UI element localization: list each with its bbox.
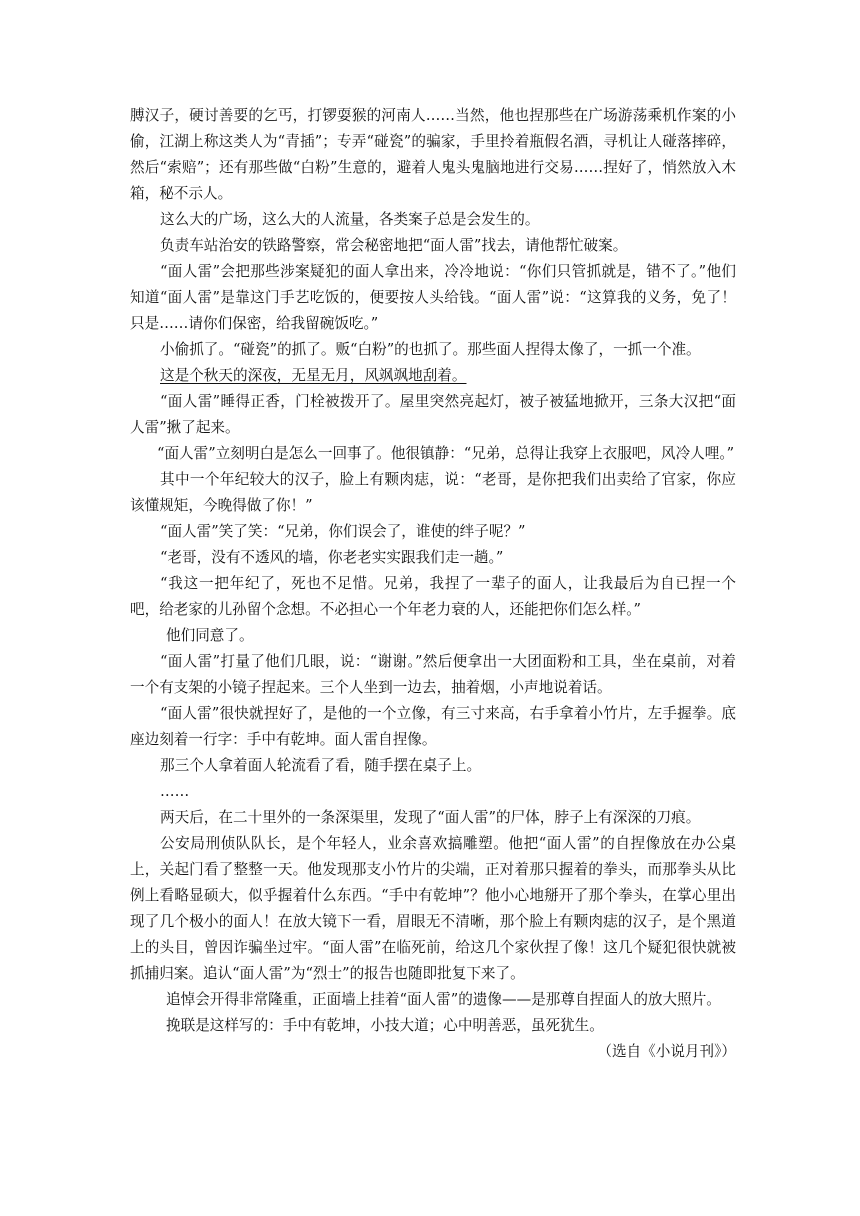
paragraph: “面人雷”睡得正香，门栓被拨开了。屋里突然亮起灯，被子被猛地掀开，三条大汉把“面人雷”揪了起来。 — [130, 393, 736, 436]
underlined-sentence: 这是个秋天的深夜，无星无月，风飒飒地刮着。 — [160, 367, 467, 384]
paragraph: 那三个人拿着面人轮流看了看，随手摆在桌子上。 — [160, 757, 482, 774]
paragraph: 两天后，在二十里外的一条深渠里，发现了“面人雷”的尸体，脖子上有深深的刀痕。 — [160, 809, 701, 826]
paragraph: 公安局刑侦队队长，是个年轻人，业余喜欢搞雕塑。他把“面人雷”的自捏像放在办公桌上，关起门看了整整一天。他发现那支小竹片的尖端，正对着那只握着的拳头，而那拳头从比例上看略显硕大，似乎握着什么东西。“手中有乾坤”？他小心地掰开了那个拳头，在掌心里出现了几个极小的面人！在放大镜下一看，眉眼无不清晰，那个脸上有颗肉痣的汉子，是个黑道上的头目，曾因诈骗坐过牢。“面人雷”在临死前，给这几个家伙捏了像！这几个疑犯很快就被抓捕归案。追认“面人雷”为“烈士”的报告也随即批复下来了。 — [130, 835, 736, 982]
paragraph: “面人雷”打量了他们几眼，说：“谢谢。”然后便拿出一大团面粉和工具，坐在桌前，对着一个有支架的小镜子捏起来。三个人坐到一边去，抽着烟，小声地说着话。 — [130, 653, 736, 696]
source-citation: （选自《小说月刊》） — [597, 1043, 736, 1060]
paragraph: “面人雷”笑了笑：“兄弟，你们误会了，谁使的绊子呢？” — [160, 523, 526, 540]
paragraph: 挽联是这样写的：手中有乾坤，小技大道；心中明善恶，虽死犹生。 — [166, 1017, 604, 1034]
paragraph — [130, 363, 736, 389]
ellipsis-break: …… — [160, 783, 190, 800]
paragraph: “我这一把年纪了，死也不足惜。兄弟，我捏了一辈子的面人，让我最后为自已捏一个吧，给老家的儿孙留个念想。不必担心一个年老力衰的人，还能把你们怎么样。” — [130, 575, 736, 618]
paragraph: 膊汉子，硬讨善要的乞丐，打锣耍猴的河南人……当然，他也捏那些在广场游荡乘机作案的小偷，江湖上称这类人为“青插”；专弄“碰瓷”的骗家，手里拎着瓶假名酒，寻机让人碰落摔碎，然后“索赔”；还有那些做“白粉”生意的，避着人鬼头鬼脑地进行交易……捏好了，悄然放入木箱，秘不示人。 — [130, 107, 736, 202]
paragraph: “面人雷”立刻明白是怎么一回事了。他很镇静：“兄弟，总得让我穿上衣服吧，风冷人哩。” — [157, 445, 735, 462]
paragraph: 这么大的广场，这么大的人流量，各类案子总是会发生的。 — [160, 211, 540, 228]
paragraph: 负责车站治安的铁路警察，常会秘密地把“面人雷”找去，请他帮忙破案。 — [160, 237, 628, 254]
paragraph: 追悼会开得非常隆重，正面墙上挂着“面人雷”的遗像——是那尊自捏面人的放大照片。 — [166, 991, 721, 1008]
paragraph: 小偷抓了。“碰瓷”的抓了。贩“白粉”的也抓了。那些面人捏得太像了，一抓一个准。 — [160, 341, 701, 358]
paragraph: “面人雷”会把那些涉案疑犯的面人拿出来，冷冷地说：“你们只管抓就是，错不了。”他们知道“面人雷”是靠这门手艺吃饭的，便要按人头给钱。“面人雷”说：“这算我的义务，免了！只是……请你们保密，给我留碗饭吃。” — [130, 263, 736, 332]
paragraph: 其中一个年纪较大的汉子，脸上有颗肉痣，说：“老哥，是你把我们出卖给了官家，你应该懂规矩，今晚得做了你！” — [130, 471, 736, 514]
paragraph: “面人雷”很快就捏好了，是他的一个立像，有三寸来高，右手拿着小竹片，左手握拳。底座边刻着一行字：手中有乾坤。面人雷自捏像。 — [130, 705, 736, 748]
paragraph: 他们同意了。 — [166, 627, 254, 644]
paragraph: “老哥，没有不透风的墙，你老老实实跟我们走一趟。” — [160, 549, 504, 566]
document-page — [130, 103, 736, 1065]
